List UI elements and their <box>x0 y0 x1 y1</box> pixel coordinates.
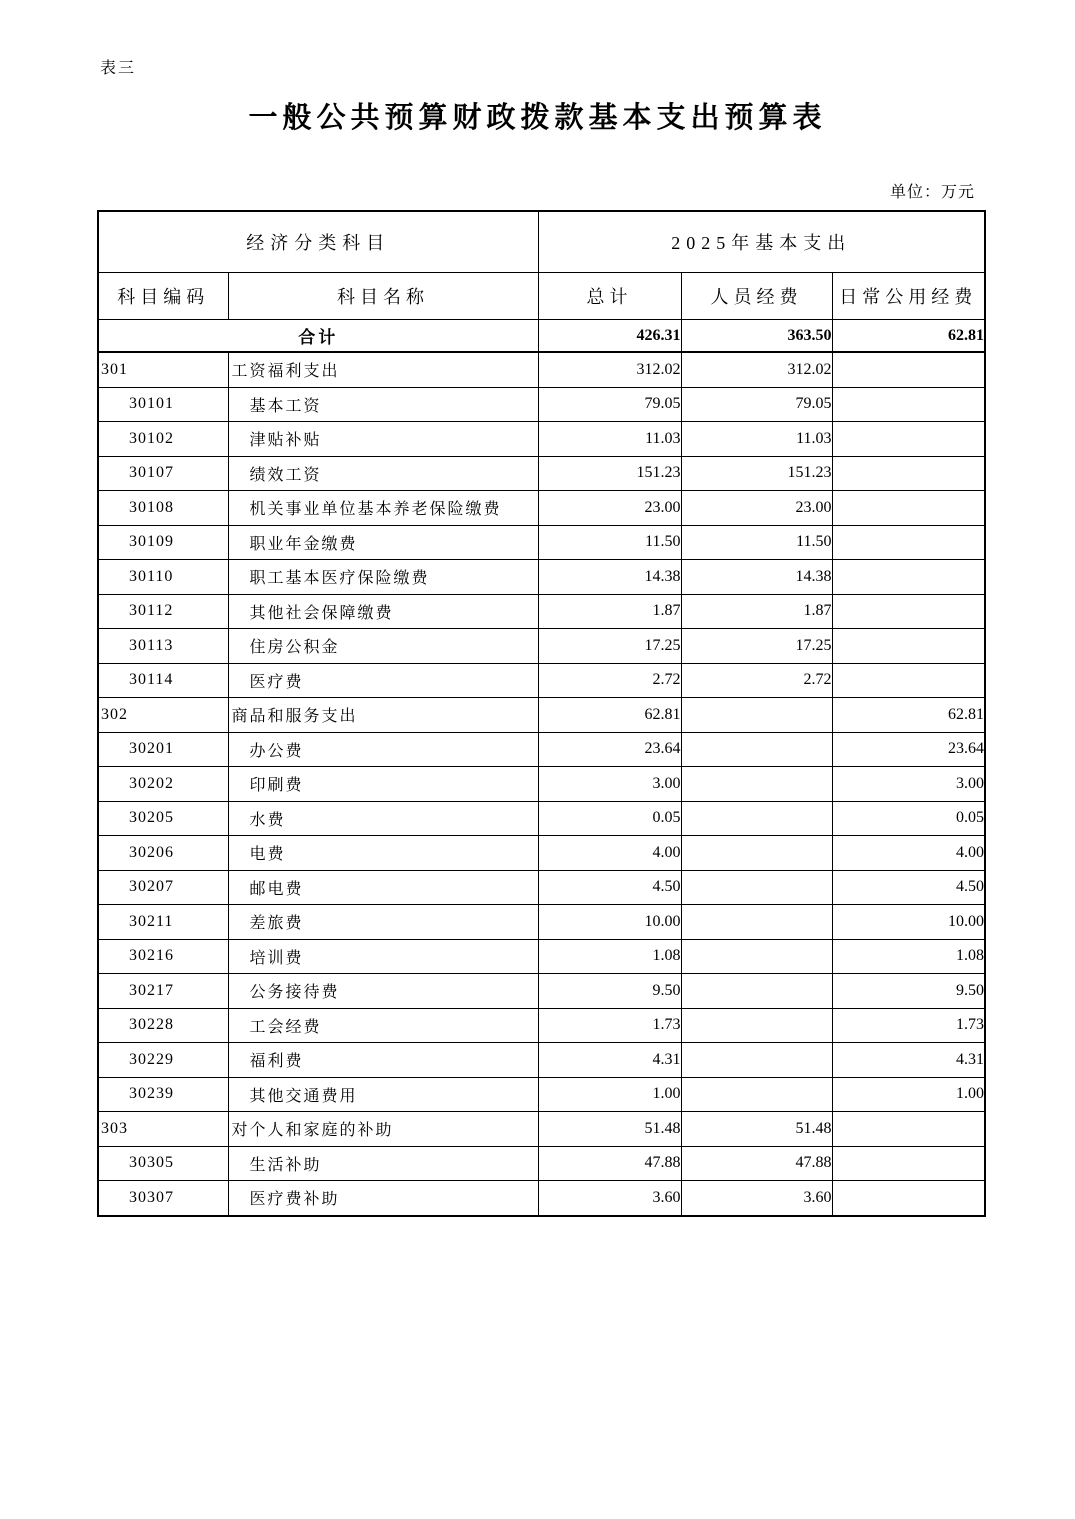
unit-note: 单位：万元 <box>889 184 975 201</box>
table-row <box>98 663 985 698</box>
cell-personnel <box>681 870 832 905</box>
cell-subject-name: 绩效工资 <box>228 456 538 491</box>
cell-total: 312.02 <box>538 352 681 387</box>
cell-personnel: 11.03 <box>681 422 832 457</box>
cell-total: 23.64 <box>538 732 681 767</box>
cell-personnel: 11.50 <box>681 525 832 560</box>
cell-subject-code: 30207 <box>98 870 228 905</box>
cell-personnel: 79.05 <box>681 387 832 422</box>
cell-subject-name: 其他交通费用 <box>228 1077 538 1112</box>
table-row <box>98 836 985 871</box>
cell-subject-name: 办公费 <box>228 732 538 767</box>
cell-subject-name: 机关事业单位基本养老保险缴费 <box>228 491 538 526</box>
cell-subject-name: 工资福利支出 <box>228 352 538 387</box>
grand-total-daily: 62.81 <box>832 320 985 353</box>
table-row <box>98 1043 985 1078</box>
cell-subject-code: 30102 <box>98 422 228 457</box>
cell-daily <box>832 663 985 698</box>
cell-subject-name: 基本工资 <box>228 387 538 422</box>
table-row <box>98 387 985 422</box>
table-row <box>98 801 985 836</box>
cell-daily: 0.05 <box>832 801 985 836</box>
cell-total: 4.31 <box>538 1043 681 1078</box>
cell-total: 3.60 <box>538 1181 681 1216</box>
cell-personnel: 312.02 <box>681 352 832 387</box>
cell-subject-code: 30305 <box>98 1146 228 1181</box>
cell-total: 11.03 <box>538 422 681 457</box>
cell-total: 3.00 <box>538 767 681 802</box>
cell-subject-code: 30114 <box>98 663 228 698</box>
cell-personnel: 47.88 <box>681 1146 832 1181</box>
cell-personnel <box>681 836 832 871</box>
cell-total: 79.05 <box>538 387 681 422</box>
header-subject-code: 科目编码 <box>98 273 228 320</box>
cell-total: 1.00 <box>538 1077 681 1112</box>
cell-personnel: 14.38 <box>681 560 832 595</box>
cell-subject-name: 住房公积金 <box>228 629 538 664</box>
cell-total: 47.88 <box>538 1146 681 1181</box>
table-row <box>98 491 985 526</box>
cell-personnel <box>681 1077 832 1112</box>
cell-subject-code: 30206 <box>98 836 228 871</box>
cell-total: 1.87 <box>538 594 681 629</box>
cell-daily <box>832 352 985 387</box>
table-row <box>98 456 985 491</box>
table-row <box>98 422 985 457</box>
table-row <box>98 1077 985 1112</box>
cell-subject-code: 30217 <box>98 974 228 1009</box>
header-personnel-funds: 人员经费 <box>681 273 832 320</box>
cell-daily: 1.00 <box>832 1077 985 1112</box>
header-economic-classification: 经济分类科目 <box>98 211 538 273</box>
cell-total: 1.08 <box>538 939 681 974</box>
grand-total-total: 426.31 <box>538 320 681 353</box>
header-daily-public-funds: 日常公用经费 <box>832 273 985 320</box>
cell-total: 14.38 <box>538 560 681 595</box>
cell-subject-code: 30110 <box>98 560 228 595</box>
cell-daily <box>832 422 985 457</box>
cell-total: 17.25 <box>538 629 681 664</box>
cell-personnel <box>681 1043 832 1078</box>
cell-daily: 3.00 <box>832 767 985 802</box>
cell-subject-code: 30101 <box>98 387 228 422</box>
cell-subject-name: 培训费 <box>228 939 538 974</box>
cell-total: 62.81 <box>538 698 681 733</box>
cell-daily: 4.31 <box>832 1043 985 1078</box>
table-row <box>98 1112 985 1147</box>
cell-subject-name: 津贴补贴 <box>228 422 538 457</box>
table-row <box>98 905 985 940</box>
cell-total: 151.23 <box>538 456 681 491</box>
table-row <box>98 352 985 387</box>
cell-subject-name: 医疗费 <box>228 663 538 698</box>
table-row <box>98 560 985 595</box>
cell-daily <box>832 629 985 664</box>
cell-daily <box>832 525 985 560</box>
cell-subject-name: 印刷费 <box>228 767 538 802</box>
cell-subject-code: 30112 <box>98 594 228 629</box>
cell-total: 9.50 <box>538 974 681 1009</box>
table-row <box>98 767 985 802</box>
cell-daily <box>832 491 985 526</box>
table-row <box>98 594 985 629</box>
header-total: 总计 <box>538 273 681 320</box>
cell-subject-code: 30239 <box>98 1077 228 1112</box>
cell-subject-name: 职业年金缴费 <box>228 525 538 560</box>
cell-subject-code: 301 <box>98 352 228 387</box>
header-subject-name: 科目名称 <box>228 273 538 320</box>
cell-subject-code: 30211 <box>98 905 228 940</box>
table-row <box>98 698 985 733</box>
cell-daily: 1.08 <box>832 939 985 974</box>
cell-personnel: 17.25 <box>681 629 832 664</box>
cell-subject-name: 电费 <box>228 836 538 871</box>
table-row <box>98 732 985 767</box>
cell-total: 10.00 <box>538 905 681 940</box>
cell-personnel <box>681 732 832 767</box>
cell-subject-code: 30113 <box>98 629 228 664</box>
table-row <box>98 939 985 974</box>
cell-personnel <box>681 801 832 836</box>
cell-total: 51.48 <box>538 1112 681 1147</box>
cell-total: 2.72 <box>538 663 681 698</box>
cell-subject-code: 30201 <box>98 732 228 767</box>
table-number-label: 表三 <box>100 60 137 77</box>
cell-personnel: 151.23 <box>681 456 832 491</box>
cell-subject-code: 30228 <box>98 1008 228 1043</box>
header-2025-basic-expenditure: 2025年基本支出 <box>538 211 985 273</box>
cell-daily: 62.81 <box>832 698 985 733</box>
cell-daily <box>832 594 985 629</box>
cell-subject-name: 对个人和家庭的补助 <box>228 1112 538 1147</box>
cell-daily <box>832 560 985 595</box>
cell-total: 1.73 <box>538 1008 681 1043</box>
header-group-row <box>98 211 985 273</box>
table-row <box>98 1146 985 1181</box>
cell-personnel <box>681 939 832 974</box>
cell-daily: 4.00 <box>832 836 985 871</box>
cell-total: 4.50 <box>538 870 681 905</box>
page-title: 一般公共预算财政拨款基本支出预算表 <box>248 102 827 134</box>
cell-daily <box>832 1112 985 1147</box>
cell-subject-code: 30109 <box>98 525 228 560</box>
cell-daily: 10.00 <box>832 905 985 940</box>
cell-daily <box>832 456 985 491</box>
cell-subject-name: 生活补助 <box>228 1146 538 1181</box>
table-row <box>98 870 985 905</box>
header-columns-row <box>98 273 985 320</box>
cell-personnel <box>681 974 832 1009</box>
cell-subject-name: 职工基本医疗保险缴费 <box>228 560 538 595</box>
cell-personnel <box>681 1008 832 1043</box>
cell-subject-name: 商品和服务支出 <box>228 698 538 733</box>
cell-subject-code: 30307 <box>98 1181 228 1216</box>
cell-total: 4.00 <box>538 836 681 871</box>
cell-daily: 23.64 <box>832 732 985 767</box>
cell-subject-code: 30108 <box>98 491 228 526</box>
table-row <box>98 629 985 664</box>
cell-personnel: 2.72 <box>681 663 832 698</box>
cell-subject-name: 水费 <box>228 801 538 836</box>
cell-personnel: 51.48 <box>681 1112 832 1147</box>
cell-total: 0.05 <box>538 801 681 836</box>
cell-subject-code: 30202 <box>98 767 228 802</box>
budget-table-body <box>98 320 985 1216</box>
cell-subject-name: 医疗费补助 <box>228 1181 538 1216</box>
table-row <box>98 974 985 1009</box>
cell-subject-code: 30107 <box>98 456 228 491</box>
cell-subject-name: 其他社会保障缴费 <box>228 594 538 629</box>
table-row <box>98 1181 985 1216</box>
budget-table <box>97 210 986 1217</box>
grand-total-label: 合计 <box>98 320 538 353</box>
cell-personnel: 23.00 <box>681 491 832 526</box>
cell-personnel <box>681 767 832 802</box>
cell-daily: 4.50 <box>832 870 985 905</box>
cell-total: 11.50 <box>538 525 681 560</box>
cell-subject-name: 工会经费 <box>228 1008 538 1043</box>
cell-subject-name: 差旅费 <box>228 905 538 940</box>
cell-total: 23.00 <box>538 491 681 526</box>
cell-subject-name: 邮电费 <box>228 870 538 905</box>
cell-personnel: 3.60 <box>681 1181 832 1216</box>
grand-total-personnel: 363.50 <box>681 320 832 353</box>
cell-personnel <box>681 698 832 733</box>
cell-subject-code: 302 <box>98 698 228 733</box>
cell-daily: 1.73 <box>832 1008 985 1043</box>
cell-daily: 9.50 <box>832 974 985 1009</box>
cell-subject-code: 303 <box>98 1112 228 1147</box>
grand-total-row <box>98 320 985 353</box>
cell-daily <box>832 387 985 422</box>
cell-personnel: 1.87 <box>681 594 832 629</box>
cell-subject-code: 30229 <box>98 1043 228 1078</box>
cell-subject-name: 公务接待费 <box>228 974 538 1009</box>
cell-daily <box>832 1146 985 1181</box>
cell-subject-name: 福利费 <box>228 1043 538 1078</box>
table-row <box>98 1008 985 1043</box>
cell-subject-code: 30216 <box>98 939 228 974</box>
cell-subject-code: 30205 <box>98 801 228 836</box>
cell-daily <box>832 1181 985 1216</box>
cell-personnel <box>681 905 832 940</box>
table-row <box>98 525 985 560</box>
